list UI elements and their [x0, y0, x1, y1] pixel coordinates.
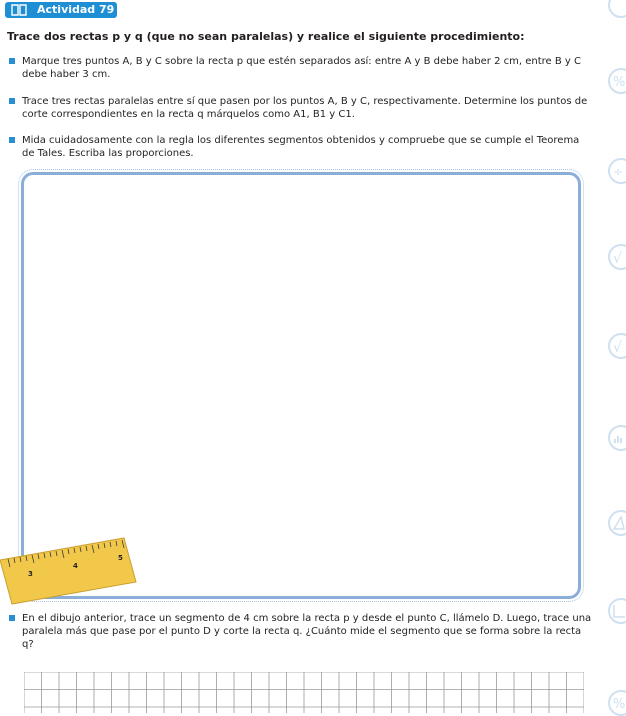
bar-chart-icon [603, 425, 626, 451]
book-icon [11, 4, 27, 16]
bullet-square-icon [9, 137, 15, 143]
angle-icon [603, 598, 626, 624]
sqrt-icon [603, 333, 626, 359]
ruler-number: 3 [28, 570, 33, 578]
bullet-square-icon [9, 98, 15, 104]
activity-badge [5, 2, 117, 18]
svg-text:√: √ [613, 340, 622, 356]
answer-grid[interactable] [24, 672, 584, 713]
activity-heading: Trace dos rectas p y q (que no sean paralelas) y realice el siguiente procedimiento: [7, 30, 525, 43]
side-circle-icon [603, 0, 626, 18]
percent-icon [603, 690, 626, 716]
bullet-square-icon [9, 58, 15, 64]
sqrt-icon [603, 244, 626, 270]
fraction-icon [603, 158, 626, 184]
svg-text:÷: ÷ [613, 165, 624, 179]
svg-text:%: % [613, 75, 626, 90]
ruler-number: 5 [118, 554, 123, 562]
ruler-image [0, 530, 140, 610]
svg-text:√: √ [613, 251, 622, 267]
activity-label: Actividad 79 [37, 3, 115, 16]
ruler-number: 4 [73, 562, 78, 570]
triangle-icon [603, 510, 626, 536]
percent-icon [603, 68, 626, 94]
question-text: En el dibujo anterior, trace un segmento de 4 cm sobre la recta p y desde el punto C, llámelo D. Luego, trace una paralela más que pase por el punto D y corte la recta q. ¿Cuánto mide el segmento que se forma sobre la recta q? [22, 613, 592, 650]
bullet-square-icon [9, 615, 15, 621]
svg-text:%: % [613, 697, 626, 712]
